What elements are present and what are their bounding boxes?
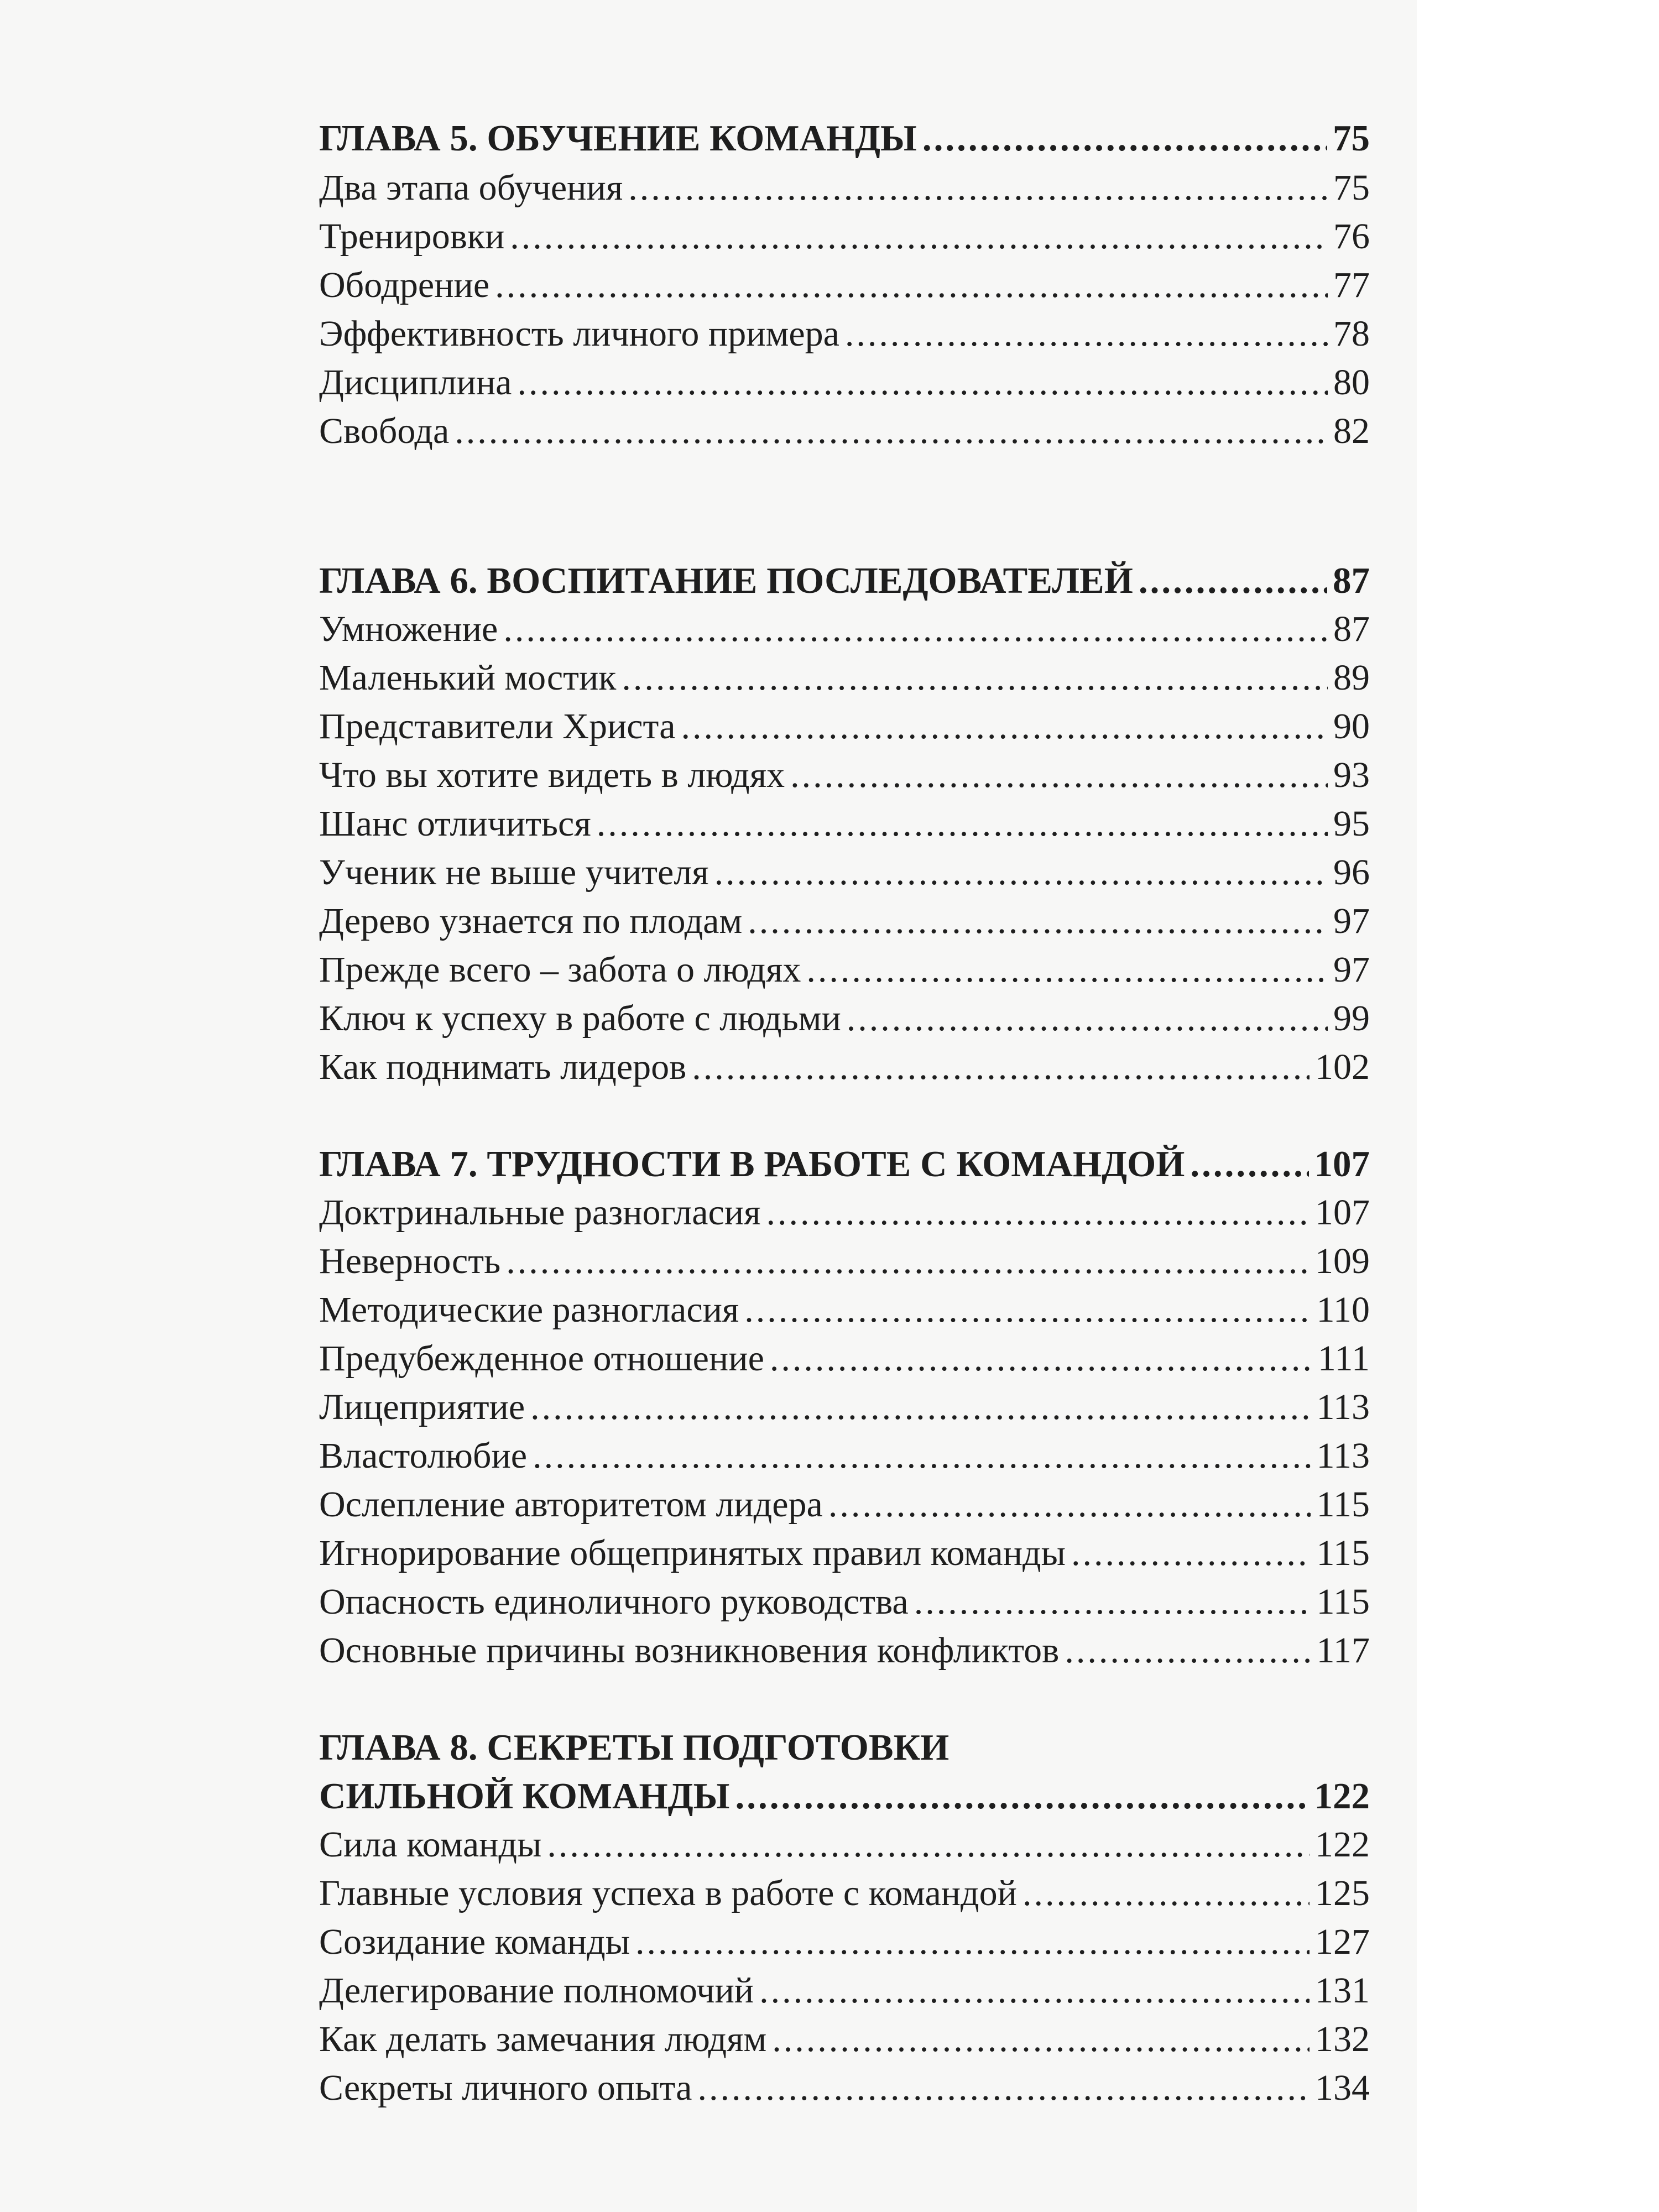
page-number: 75 xyxy=(1333,118,1370,159)
entry-title: Методические разногласия xyxy=(319,1290,739,1330)
leader-dots xyxy=(635,1917,1310,1967)
entry-title: Властолюбие xyxy=(319,1436,528,1476)
entry-title: Маленький мостик xyxy=(319,658,617,698)
leader-dots xyxy=(517,358,1328,408)
page-number: 109 xyxy=(1315,1241,1370,1281)
entry-title: Опасность единоличного руководства xyxy=(319,1582,909,1622)
toc-entry xyxy=(319,799,1370,849)
toc-entry xyxy=(319,1966,1370,2016)
page-number: 80 xyxy=(1333,362,1370,403)
toc-entry xyxy=(319,2063,1370,2113)
entry-title: Секреты личного опыта xyxy=(319,2068,692,2108)
toc-entry xyxy=(319,896,1370,946)
chapter-6-heading xyxy=(319,556,1370,606)
page-number: 127 xyxy=(1315,1922,1370,1962)
leader-dots xyxy=(628,163,1328,213)
page-number: 122 xyxy=(1314,1776,1370,1817)
chapter-title: ГЛАВА 5. ОБУЧЕНИЕ КОМАНДЫ xyxy=(319,118,917,159)
leader-dots xyxy=(506,1237,1310,1286)
leader-dots xyxy=(1071,1528,1311,1578)
leader-dots xyxy=(510,212,1328,262)
toc-entry xyxy=(319,1820,1370,1870)
entry-title: Прежде всего – забота о людях xyxy=(319,950,801,990)
toc-entry xyxy=(319,212,1370,262)
toc-entry xyxy=(319,750,1370,800)
page-number: 75 xyxy=(1333,168,1370,208)
toc-entry xyxy=(319,653,1370,703)
toc-entry xyxy=(319,1869,1370,1918)
entry-title: Ослепление авторитетом лидера xyxy=(319,1484,823,1525)
entry-title: Ободрение xyxy=(319,265,490,305)
leader-dots xyxy=(495,260,1328,310)
page-number: 113 xyxy=(1316,1436,1370,1476)
page-number: 97 xyxy=(1333,950,1370,990)
entry-title: Два этапа обучения xyxy=(319,168,623,208)
leader-dots xyxy=(770,1334,1312,1384)
page-number: 134 xyxy=(1315,2068,1370,2108)
leader-dots xyxy=(914,1577,1311,1627)
leader-dots xyxy=(744,1285,1311,1335)
page-margin xyxy=(1417,0,1659,2212)
toc-entry xyxy=(319,1431,1370,1481)
page-number: 87 xyxy=(1333,560,1370,601)
chapter-8-heading-line1: ГЛАВА 8. СЕКРЕТЫ ПОДГОТОВКИ xyxy=(319,1727,950,1768)
entry-title: Основные причины возникновения конфликтов xyxy=(319,1630,1060,1671)
chapter-7-heading xyxy=(319,1139,1370,1189)
toc-entry xyxy=(319,1480,1370,1530)
leader-dots xyxy=(806,945,1328,995)
leader-dots xyxy=(622,653,1328,703)
entry-title: Лицеприятие xyxy=(319,1387,525,1427)
leader-dots xyxy=(922,113,1327,163)
entry-title: Тренировки xyxy=(319,216,505,257)
page-number: 113 xyxy=(1316,1387,1370,1427)
leader-dots xyxy=(1065,1626,1311,1676)
leader-dots xyxy=(714,848,1328,898)
toc-entry xyxy=(319,1383,1370,1432)
toc-entry xyxy=(319,406,1370,456)
entry-title: Делегирование полномочий xyxy=(319,1970,754,2011)
page-number: 97 xyxy=(1333,901,1370,941)
leader-dots xyxy=(845,309,1328,359)
page-number: 115 xyxy=(1316,1484,1370,1525)
chapter-title: ГЛАВА 6. ВОСПИТАНИЕ ПОСЛЕДОВАТЕЛЕЙ xyxy=(319,560,1133,601)
toc-entry xyxy=(319,309,1370,359)
page-number: 111 xyxy=(1317,1338,1370,1379)
entry-title: Созидание команды xyxy=(319,1922,630,1962)
entry-title: Как поднимать лидеров xyxy=(319,1047,687,1087)
entry-title: Шанс отличиться xyxy=(319,804,591,844)
toc-entry xyxy=(319,1042,1370,1092)
entry-title: Эффективность личного примера xyxy=(319,314,839,354)
leader-dots xyxy=(597,799,1328,849)
page-number: 93 xyxy=(1333,755,1370,795)
page-number: 77 xyxy=(1333,265,1370,305)
toc-entry xyxy=(319,1528,1370,1578)
leader-dots xyxy=(1022,1869,1310,1918)
entry-title: Сила команды xyxy=(319,1824,542,1865)
leader-dots xyxy=(748,896,1328,946)
page-number: 95 xyxy=(1333,804,1370,844)
leader-dots xyxy=(759,1966,1310,2016)
toc-entry xyxy=(319,1188,1370,1238)
entry-title: Ключ к успеху в работе с людьми xyxy=(319,998,841,1039)
toc-entry xyxy=(319,1577,1370,1627)
toc-entry xyxy=(319,848,1370,898)
entry-title: Что вы хотите видеть в людях xyxy=(319,755,785,795)
page-number: 122 xyxy=(1315,1824,1370,1865)
leader-dots xyxy=(1139,556,1327,606)
page-number: 78 xyxy=(1333,314,1370,354)
entry-title: Доктринальные разногласия xyxy=(319,1192,761,1233)
page-number: 132 xyxy=(1315,2019,1370,2059)
page-number: 125 xyxy=(1315,1873,1370,1913)
page-number: 131 xyxy=(1315,1970,1370,2011)
entry-title: Дисциплина xyxy=(319,362,512,403)
entry-title: Свобода xyxy=(319,411,450,451)
page-number: 76 xyxy=(1333,216,1370,257)
leader-dots xyxy=(790,750,1328,800)
page-number: 115 xyxy=(1316,1582,1370,1622)
entry-title: Представители Христа xyxy=(319,706,676,747)
leader-dots xyxy=(530,1383,1311,1432)
entry-title: Неверность xyxy=(319,1241,501,1281)
leader-dots xyxy=(503,604,1328,654)
page-number: 110 xyxy=(1316,1290,1370,1330)
leader-dots xyxy=(766,1188,1310,1238)
page-number: 90 xyxy=(1333,706,1370,747)
toc-entry xyxy=(319,358,1370,408)
leader-dots xyxy=(735,1771,1308,1821)
toc-entry xyxy=(319,1626,1370,1676)
leader-dots xyxy=(455,406,1328,456)
toc-entry xyxy=(319,604,1370,654)
leader-dots xyxy=(847,994,1328,1044)
leader-dots xyxy=(547,1820,1310,1870)
leader-dots xyxy=(772,2015,1310,2064)
leader-dots xyxy=(692,1042,1310,1092)
leader-dots xyxy=(533,1431,1311,1481)
page-number: 117 xyxy=(1316,1630,1370,1671)
entry-title: Предубежденное отношение xyxy=(319,1338,764,1379)
toc-entry xyxy=(319,1285,1370,1335)
toc-entry xyxy=(319,702,1370,752)
toc-entry xyxy=(319,1334,1370,1384)
page-number: 99 xyxy=(1333,998,1370,1039)
entry-title: Ученик не выше учителя xyxy=(319,852,709,893)
toc-entry xyxy=(319,994,1370,1044)
toc-entry xyxy=(319,1917,1370,1967)
toc-entry xyxy=(319,1237,1370,1286)
toc-entry xyxy=(319,945,1370,995)
page-number: 102 xyxy=(1315,1047,1370,1087)
chapter-5-heading xyxy=(319,113,1370,163)
page-number: 96 xyxy=(1333,852,1370,893)
chapter-8-heading xyxy=(319,1771,1370,1821)
page-number: 87 xyxy=(1333,609,1370,649)
leader-dots xyxy=(681,702,1328,752)
entry-title: Игнорирование общепринятых правил команды xyxy=(319,1533,1066,1573)
page-number: 115 xyxy=(1316,1533,1370,1573)
entry-title: Как делать замечания людям xyxy=(319,2019,767,2059)
page-number: 89 xyxy=(1333,658,1370,698)
toc-entry xyxy=(319,260,1370,310)
entry-title: Главные условия успеха в работе с командой xyxy=(319,1873,1017,1913)
leader-dots xyxy=(1190,1139,1308,1189)
entry-title: Умножение xyxy=(319,609,498,649)
chapter-title: СИЛЬНОЙ КОМАНДЫ xyxy=(319,1776,730,1817)
chapter-title: ГЛАВА 7. ТРУДНОСТИ В РАБОТЕ С КОМАНДОЙ xyxy=(319,1144,1185,1185)
entry-title: Дерево узнается по плодам xyxy=(319,901,743,941)
page-number: 107 xyxy=(1314,1144,1370,1185)
page-number: 82 xyxy=(1333,411,1370,451)
leader-dots xyxy=(828,1480,1311,1530)
toc-entry xyxy=(319,163,1370,213)
leader-dots xyxy=(697,2063,1310,2113)
toc-entry xyxy=(319,2015,1370,2064)
page-number: 107 xyxy=(1315,1192,1370,1233)
